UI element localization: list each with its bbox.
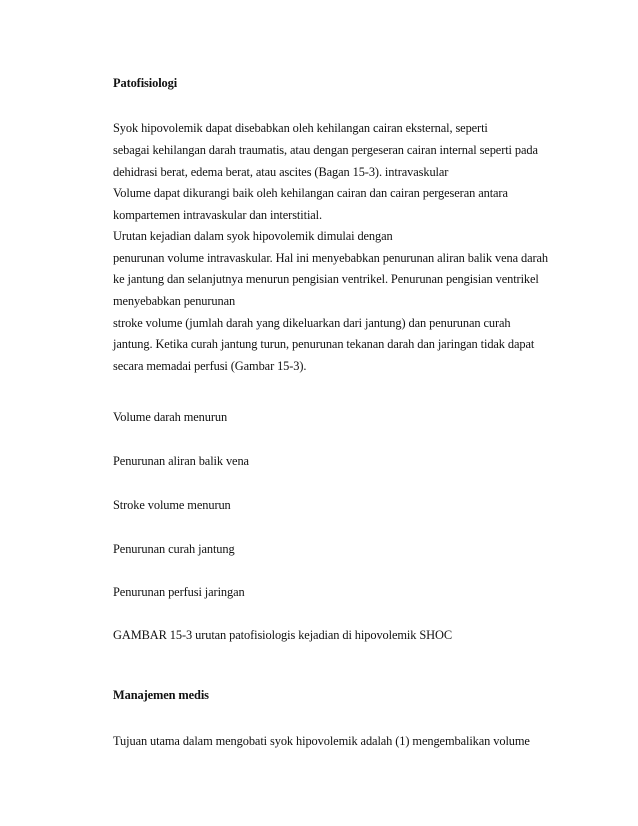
paragraph-line: dehidrasi berat, edema berat, atau ascites (Bagan 15-3). intravaskular — [113, 165, 449, 179]
paragraph-line: Urutan kejadian dalam syok hipovolemik dimulai dengan — [113, 229, 393, 243]
flow-step-stroke-volume: Stroke volume menurun — [113, 498, 231, 512]
flow-step-venous-return: Penurunan aliran balik vena — [113, 454, 249, 468]
paragraph-line: stroke volume (jumlah darah yang dikeluarkan dari jantung) dan penurunan curah — [113, 316, 511, 330]
section-heading-patofisiologi: Patofisiologi — [113, 76, 178, 90]
figure-caption: GAMBAR 15-3 urutan patofisiologis kejadian di hipovolemik SHOC — [113, 628, 452, 642]
paragraph-line: secara memadai perfusi (Gambar 15-3). — [113, 359, 307, 373]
section-heading-manajemen-medis: Manajemen medis — [113, 688, 209, 702]
flow-step-volume: Volume darah menurun — [113, 410, 228, 424]
paragraph-line: jantung. Ketika curah jantung turun, penurunan tekanan darah dan jaringan tidak dapat — [113, 337, 535, 351]
flow-step-tissue-perfusion: Penurunan perfusi jaringan — [113, 585, 245, 599]
paragraph-line: sebagai kehilangan darah traumatis, atau dengan pergeseran cairan internal seperti pada — [113, 143, 538, 157]
paragraph-line: Syok hipovolemik dapat disebabkan oleh kehilangan cairan eksternal, seperti — [113, 121, 488, 135]
flow-step-cardiac-output: Penurunan curah jantung — [113, 542, 235, 556]
paragraph-line: Volume dapat dikurangi baik oleh kehilangan cairan dan cairan pergeseran antara — [113, 186, 508, 200]
paragraph-line: menyebabkan penurunan — [113, 294, 236, 308]
paragraph-line: Tujuan utama dalam mengobati syok hipovolemik adalah (1) mengembalikan volume — [113, 734, 530, 748]
paragraph-line: penurunan volume intravaskular. Hal ini menyebabkan penurunan aliran balik vena darah — [113, 251, 548, 265]
paragraph-line: kompartemen intravaskular dan interstitial. — [113, 208, 323, 222]
paragraph-line: ke jantung dan selanjutnya menurun pengisian ventrikel. Penurunan pengisian ventrikel — [113, 272, 539, 286]
